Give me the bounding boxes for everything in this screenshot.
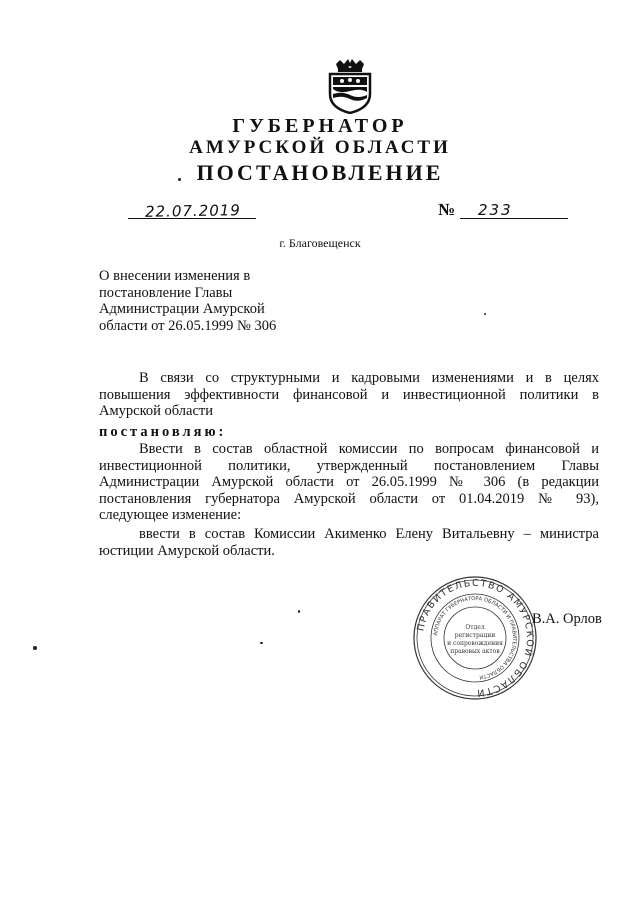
- header-region: АМУРСКОЙ ОБЛАСТИ: [189, 137, 451, 158]
- body-paragraph-3: [99, 526, 599, 559]
- stamp-center-line: правовых актов: [450, 648, 500, 655]
- document-type: ПОСТАНОВЛЕНИЕ: [196, 160, 444, 185]
- number-underline: [460, 198, 568, 219]
- scan-speck: [33, 646, 37, 650]
- subject-line: О внесении изменения в: [99, 268, 251, 284]
- stamp-center-line: Отдел: [465, 624, 485, 631]
- body-line: юстиции Амурской области.: [99, 542, 275, 559]
- number-sign: №: [438, 200, 456, 219]
- body-line: постановления губернатора Амурской области от 01.04.2019 № 93),: [99, 490, 599, 507]
- stamp-inner-text: АППАРАТ ГУБЕРНАТОРА ОБЛАСТИ И ПРАВИТЕЛЬСТВА ОБЛАСТИ: [433, 595, 518, 680]
- stamp-center-line: и сопровождения: [447, 640, 503, 647]
- subject-line: Администрации Амурской: [99, 301, 265, 317]
- body-line: Амурской области: [99, 403, 213, 419]
- subject-line: области от 26.05.1999 № 306: [99, 317, 277, 334]
- body-paragraph-1: [99, 370, 599, 420]
- resolve-word: постановляю:: [99, 424, 227, 440]
- document-date: 22.07.2019: [144, 201, 242, 221]
- header-title: ГУБЕРНАТОР: [232, 115, 408, 137]
- body-line: инвестиционной политики, утвержденный постановлением Главы: [99, 457, 599, 474]
- stamp-outer-text: ПРАВИТЕЛЬСТВО АМУРСКОЙ ОБЛАСТИ: [415, 577, 536, 699]
- official-stamp: [412, 575, 538, 701]
- scan-speck: [298, 610, 300, 613]
- scan-speck: [484, 313, 486, 315]
- scan-speck: [178, 178, 181, 181]
- body-paragraph-2: [99, 441, 599, 524]
- body-line: Администрации Амурской области от 26.05.1999 № 306 (в редакции: [99, 474, 599, 490]
- body-line: Ввести в состав областной комиссии по вопросам финансовой и: [139, 441, 599, 457]
- subject-line: постановление Главы: [99, 284, 233, 301]
- document-number: 233: [478, 201, 513, 219]
- body-line: следующее изменение:: [99, 507, 242, 523]
- body-line: повышения эффективности финансовой и инвестиционной политики в: [99, 386, 599, 403]
- signer-name: В.А. Орлов: [532, 611, 602, 627]
- body-line: ввести в состав Комиссии Акименко Елену Витальевну – министра: [139, 526, 599, 542]
- stamp-center-line: регистрации: [454, 632, 496, 639]
- document-subject: [99, 268, 319, 334]
- coat-of-arms-emblem: [326, 58, 374, 114]
- city-label: г. Благовещенск: [279, 236, 361, 250]
- body-line: В связи со структурными и кадровыми изменениями и в целях: [139, 370, 599, 386]
- scan-speck: [260, 642, 263, 644]
